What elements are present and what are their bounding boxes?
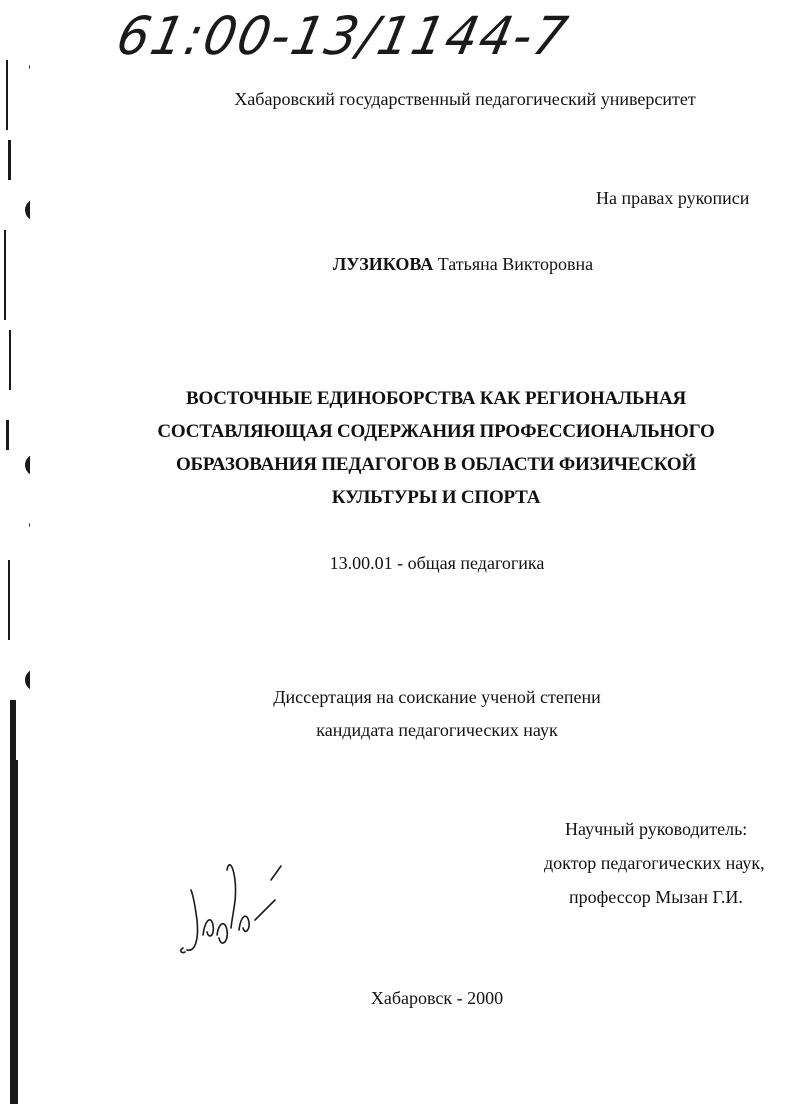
title-line: СОСТАВЛЯЮЩАЯ СОДЕРЖАНИЯ ПРОФЕССИОНАЛЬНОГО xyxy=(157,421,715,442)
supervisor-label: Научный руководитель: xyxy=(565,819,748,839)
author-given-names: Татьяна Викторовна xyxy=(437,254,594,274)
degree-line: Диссертация на соискание ученой степени xyxy=(273,687,601,707)
title-line: ВОСТОЧНЫЕ ЕДИНОБОРСТВА КАК РЕГИОНАЛЬНАЯ xyxy=(186,388,686,409)
university-name: Хабаровский государственный педагогический университет xyxy=(234,89,696,109)
title-line: ОБРАЗОВАНИЯ ПЕДАГОГОВ В ОБЛАСТИ ФИЗИЧЕСКОЙ xyxy=(175,454,697,475)
author-name xyxy=(66,253,794,275)
author-surname: ЛУЗИКОВА xyxy=(332,254,434,274)
manuscript-note: На правах рукописи xyxy=(596,188,750,208)
title-line: КУЛЬТУРЫ И СПОРТА xyxy=(331,487,541,508)
scan-edge-artifacts xyxy=(0,0,30,1104)
supervisor-name: профессор Мызан Г.И. xyxy=(569,887,743,907)
handwritten-signature xyxy=(175,840,295,970)
archive-handwritten-code: 61:00-13/1144-7 xyxy=(111,5,575,67)
place-year: Хабаровск - 2000 xyxy=(370,988,504,1008)
supervisor-degree: доктор педагогических наук, xyxy=(544,853,765,873)
specialty-code: 13.00.01 - общая педагогика xyxy=(329,553,545,573)
degree-line: кандидата педагогических наук xyxy=(316,720,558,740)
